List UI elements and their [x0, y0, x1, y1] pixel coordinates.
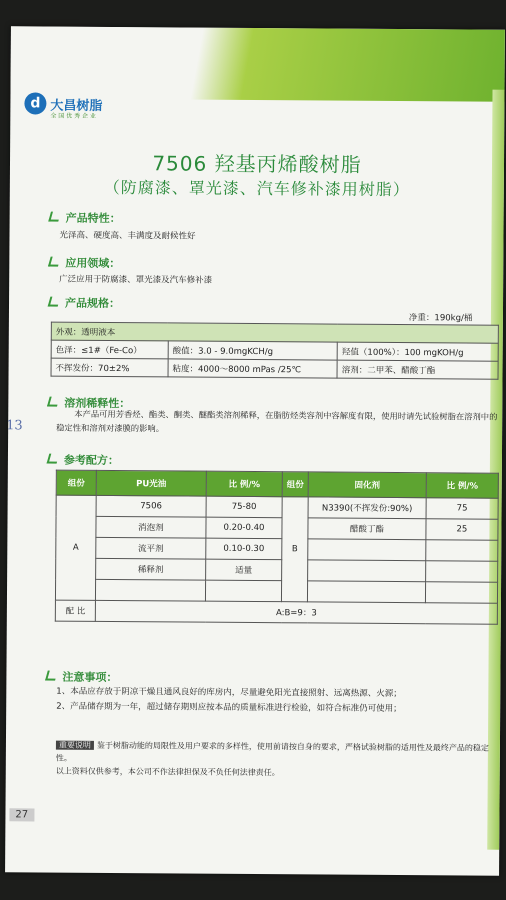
section-notes: 注意事项： [46, 669, 117, 685]
applications-text: 广泛应用于防腐漆、罩光漆及汽车修补漆 [59, 274, 213, 286]
arrow-icon [48, 212, 61, 222]
group-b-cell: B [281, 497, 308, 602]
green-right-edge [487, 90, 504, 850]
brand-slogan: 全 国 优 秀 企 业 [50, 112, 96, 120]
handwritten-mark: 13 [6, 418, 23, 434]
col-curing-agent: 固化剂 [308, 472, 426, 498]
brand-logo [24, 92, 103, 120]
spec-nonvolatile: 不挥发份：70±2% [51, 358, 168, 377]
product-subtitle: （防腐漆、罩光漆、汽车修补漆用树脂） [103, 177, 410, 200]
table-row [55, 600, 497, 624]
note-2: 2、产品储存期为一年，超过储存期则应按本品的质量标准进行检验，如符合标准仍可使用； [56, 701, 402, 715]
mix-ratio-label: 配 比 [55, 600, 95, 621]
mix-ratio-value: A:B=9：3 [95, 600, 497, 624]
section-applications: 应用领域： [49, 255, 120, 271]
section-formula: 参考配方： [48, 452, 119, 468]
arrow-icon [45, 671, 58, 681]
table-row: A 7506 75-80 B N3390(不挥发份:90%) 75 [56, 495, 498, 519]
table-row: 消泡剂 0.20-0.40 醋酸丁酯 25 [56, 516, 498, 540]
important-notice: 重要说明 鉴于树脂动能的局限性及用户要求的多样性，使用前请按自身的要求，严格试验树脂的适用性及最终产品的稳定性。 以上资料仅供参考，本公司不作法律担保及不负任何法律责任。 [55, 740, 489, 778]
net-weight: 净重：190kg/桶 [408, 313, 473, 324]
col-pu-oil: PU光油 [96, 470, 206, 496]
section-features: 产品特性： [50, 210, 121, 226]
arrow-icon [47, 454, 60, 464]
page-number: 27 [9, 808, 34, 821]
important-label: 重要说明 [56, 741, 94, 750]
table-row: 流平剂 0.10-0.30 [56, 537, 498, 561]
section-specs: 产品规格： [49, 295, 120, 311]
spec-acid-value: 酸值：3.0 - 9.0mgKCH/g [168, 341, 337, 360]
arrow-icon [47, 397, 60, 407]
solvent-paragraph: 本产品可用芳香烃、酯类、酮类、醚酯类溶剂稀释，在脂肪烃类容剂中容解度有限，使用时请先试验树脂在溶剂中的稳定性和溶剂对漆膜的影响。 [56, 408, 498, 434]
brand-name: 大昌树脂 [50, 98, 103, 114]
table-row: 稀释剂 适量 [56, 558, 498, 582]
col-group-a: 组份 [56, 470, 96, 495]
notice-disclaimer: 以上资料仅供参考，本公司不作法律担保及不负任何法律责任。 [55, 766, 280, 778]
arrow-icon [48, 257, 61, 267]
arrow-icon [48, 297, 61, 307]
col-ratio-b: 比 例/% [426, 473, 498, 499]
features-text: 光泽高、硬度高、丰满度及耐候性好 [59, 230, 196, 242]
col-group-b: 组份 [282, 472, 308, 497]
catalog-page [5, 26, 505, 875]
section-solvent: 溶剂稀释性： [48, 395, 130, 412]
spec-color: 色泽：≤1#（Fe-Co） [51, 340, 168, 359]
formula-table [55, 470, 499, 625]
spec-table [51, 322, 499, 380]
logo-icon: d [24, 92, 46, 114]
col-ratio-a: 比 例/% [206, 471, 282, 497]
green-header-band [10, 26, 504, 101]
spec-viscosity: 粘度：4000～8000 mPas /25℃ [168, 359, 337, 378]
spec-solvent: 溶剂：二甲苯、醋酸丁酯 [337, 360, 498, 379]
note-1: 1、本品应存放于阴凉干燥且通风良好的库房内，尽量避免阳光直接照射、远离热源、火源； [56, 686, 402, 700]
spec-hydroxyl: 羟值（100%）：100 mgKOH/g [337, 342, 498, 361]
product-title: 7506 羟基丙烯酸树脂 [152, 151, 362, 177]
spec-appearance: 外观：透明液本 [51, 322, 498, 343]
group-a-cell: A [55, 495, 96, 600]
